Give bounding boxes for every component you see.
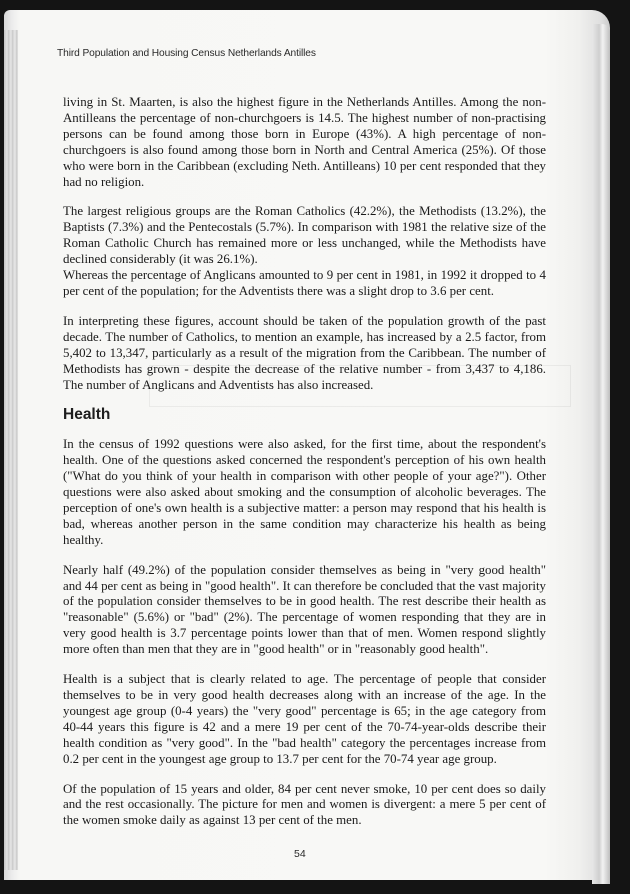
paragraph-anglicans: Whereas the percentage of Anglicans amounted to 9 per cent in 1981, in 1992 it dropped to 4 per cent of the population; for the Adventists there was a slight drop to 3.6 per cent. [63, 268, 546, 298]
section-heading-health: Health [63, 406, 111, 424]
paragraph-health-perception: Nearly half (49.2%) of the population consider themselves as being in "very good health" and 44 per cent as being in "good health". It can therefore be concluded that the vast majority of the population consider themselves to be in good health. The rest describe their health as "reasonable" (5.6%) or "bad" (2%). The percentage of women responding that they are in very good health is 3.7 percentage points lower than that of men. Women respond slightly more often than men that they are in "good health" or in "reasonably good health". [63, 562, 546, 657]
book-page [4, 10, 610, 880]
paragraph-religious-groups: The largest religious groups are the Roman Catholics (42.2%), the Methodists (13.2%), the Baptists (7.3%) and the Pentecostals (5.7%). In comparison with 1981 the relative size of the Roman Catholic Church has remained more or less unchanged, while the Methodists have declined considerably (it was 26.1%). [63, 204, 546, 267]
paragraph-non-churchgoers: living in St. Maarten, is also the highest figure in the Netherlands Antilles. Among the non-Antilleans the percentage of non-churchgoers is 14.5. The highest number of non-practising persons can be found among those born in Europe (43%). A high percentage of non-churchgoers is also found among those born in North and Central America (25%). Of those who were born in the Caribbean (excluding Neth. Antilleans) 10 per cent responded that they had no religion. [63, 95, 546, 189]
paragraph-health-census: In the census of 1992 questions were also asked, for the first time, about the respondent's health. One of the questions asked concerned the respondent's perception of his own health ("What do you think of your health in comparison with other people of your age?"). Other questions were also asked about smoking and the consumption of alcoholic beverages. The perception of one's own health is a subjective matter: a person may respond that his health is bad, whereas another person in the same condition may characterize his health as being healthy. [63, 437, 546, 547]
book-spine-edge [4, 30, 18, 870]
running-header: Third Population and Housing Census Netherlands Antilles [57, 48, 316, 59]
page-body [63, 95, 546, 843]
paragraph-smoking: Of the population of 15 years and older, 84 per cent never smoke, 10 per cent does so daily and the rest occasionally. The picture for men and women is divergent: a mere 5 per cent of the women smoke daily as against 13 per cent of the men. [63, 781, 546, 828]
page-number: 54 [294, 848, 306, 860]
paragraph-health-age: Health is a subject that is clearly related to age. The percentage of people that consider themselves to be in very good health decreases along with an increase of the age. In the youngest age group (0-4 years) the "very good" percentage is 65; in the age category from 40-44 years this figure is 42 and a mere 19 per cent of the 70-74-year-olds describe their health condition as "very good". In the "bad health" category the percentages increase from 0.2 per cent in the youngest age group to 13.7 per cent for the 70-74 year age group. [63, 672, 546, 766]
paragraph-population-growth: In interpreting these figures, account should be taken of the population growth of the past decade. The number of Catholics, to mention an example, has increased by a 2.5 factor, from 5,402 to 13,347, particularly as a result of the migration from the Caribbean. The number of Methodists has grown - despite the decrease of the relative number - from 3,437 to 4,186. The number of Anglicans and Adventists has also increased. [63, 313, 546, 392]
page-right-edge [592, 24, 610, 884]
